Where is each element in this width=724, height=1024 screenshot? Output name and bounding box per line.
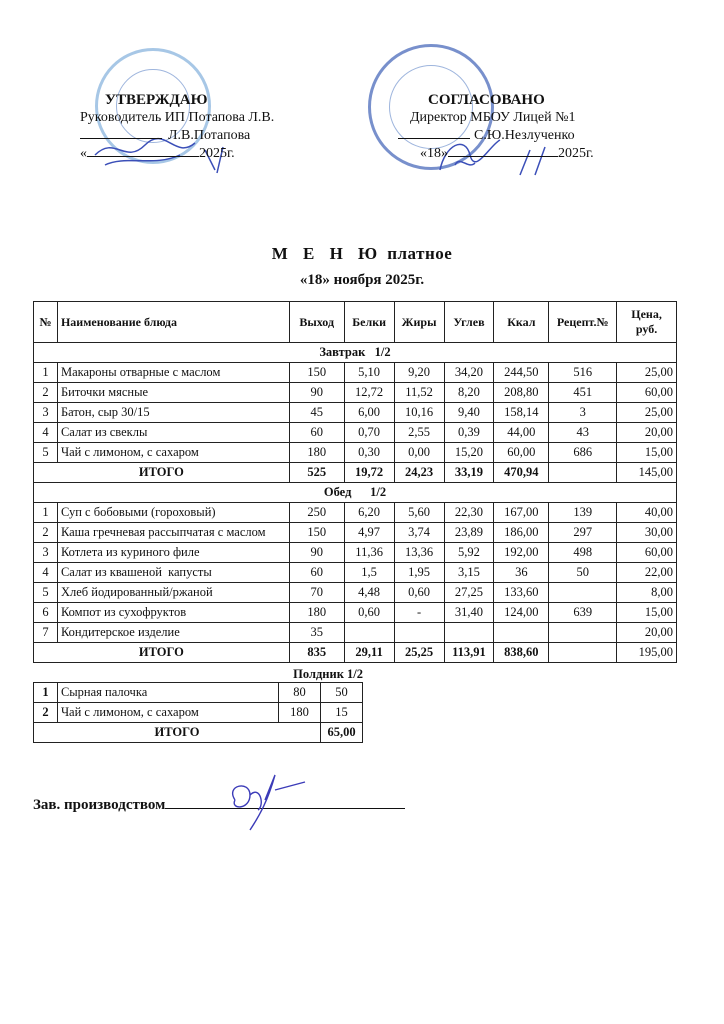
approval-signature-line [80,126,162,139]
row-number: 5 [34,583,58,603]
total-price: 65,00 [321,723,363,743]
agreement-name: С.Ю.Незлученко [474,128,575,143]
protein: 4,48 [344,583,394,603]
row-number: 2 [34,703,58,723]
recipe-number: 516 [549,363,617,383]
carbs: 3,15 [444,563,494,583]
agreement-date-prefix: «18» [420,146,448,161]
fat: 3,74 [394,523,444,543]
output: 45 [289,403,344,423]
output: 80 [279,683,321,703]
kcal: 192,00 [494,543,549,563]
protein: 0,60 [344,603,394,623]
dish-name: Хлеб йодированный/ржаной [57,583,289,603]
output: 150 [289,363,344,383]
col-kcal: Ккал [494,302,549,343]
table-row [34,603,677,623]
recipe-number: 686 [549,443,617,463]
fat [394,623,444,643]
dish-name: Чай с лимоном, с сахаром [57,443,289,463]
kcal: 60,00 [494,443,549,463]
dish-name: Котлета из куриного филе [57,543,289,563]
approval-date-prefix: « [80,146,87,161]
total-protein: 19,72 [344,463,394,483]
recipe-number: 50 [549,563,617,583]
dish-name: Компот из сухофруктов [57,603,289,623]
total-fat: 24,23 [394,463,444,483]
production-manager [33,797,405,814]
fat: 5,60 [394,503,444,523]
col-price: Цена, руб. [617,302,677,343]
recipe-number: 139 [549,503,617,523]
approval-block [80,92,330,162]
carbs: 23,89 [444,523,494,543]
recipe-number: 451 [549,383,617,403]
recipe-number: 297 [549,523,617,543]
row-number: 4 [34,423,58,443]
dish-name: Макароны отварные с маслом [57,363,289,383]
fat: 2,55 [394,423,444,443]
col-dish-name: Наименование блюда [57,302,289,343]
agreement-date-line [398,144,648,162]
agreement-position: Директор МБОУ Лицей №1 [410,110,576,125]
recipe-number: 43 [549,423,617,443]
dish-name: Суп с бобовыми (гороховый) [57,503,289,523]
row-number: 3 [34,403,58,423]
fat: 0,60 [394,583,444,603]
row-number: 6 [34,603,58,623]
col-recipe: Рецепт.№ [549,302,617,343]
dish-name: Каша гречневая рассыпчатая с маслом [57,523,289,543]
dish-name: Салат из квашеной капусты [57,563,289,583]
breakfast-total-row [34,463,677,483]
carbs [444,623,494,643]
protein: 6,00 [344,403,394,423]
fat: 11,52 [394,383,444,403]
row-number: 2 [34,383,58,403]
output: 70 [289,583,344,603]
row-number: 5 [34,443,58,463]
total-carbs: 113,91 [444,643,494,663]
menu-title-sub: платное [387,244,453,263]
menu-table [33,301,677,663]
total-recipe [549,463,617,483]
price: 20,00 [617,623,677,643]
kcal: 208,80 [494,383,549,403]
col-protein: Белки [344,302,394,343]
recipe-number: 3 [549,403,617,423]
col-output: Выход [289,302,344,343]
col-carbs: Углев [444,302,494,343]
output: 60 [289,563,344,583]
fat: 0,00 [394,443,444,463]
agreement-date-year: 2025г. [558,146,594,161]
fat: - [394,603,444,623]
approval-date-line-blank [87,144,199,157]
output: 250 [289,503,344,523]
col-fat: Жиры [394,302,444,343]
protein: 11,36 [344,543,394,563]
dish-name: Сырная палочка [57,683,278,703]
protein: 1,5 [344,563,394,583]
table-row [34,563,677,583]
carbs: 0,39 [444,423,494,443]
kcal: 124,00 [494,603,549,623]
dish-name: Кондитерское изделие [57,623,289,643]
breakfast-section-row [34,343,677,363]
row-number: 3 [34,543,58,563]
table-header [34,302,677,343]
protein: 0,70 [344,423,394,443]
table-row [34,403,677,423]
protein: 0,30 [344,443,394,463]
breakfast-section-title: Завтрак 1/2 [34,343,677,363]
agreement-name-line [398,126,648,144]
table-row [34,683,363,703]
output: 180 [279,703,321,723]
total-label: ИТОГО [34,723,321,743]
row-number: 2 [34,523,58,543]
total-protein: 29,11 [344,643,394,663]
carbs: 5,92 [444,543,494,563]
kcal: 44,00 [494,423,549,443]
dish-name: Чай с лимоном, с сахаром [57,703,278,723]
total-output: 525 [289,463,344,483]
recipe-number: 639 [549,603,617,623]
dish-name: Салат из свеклы [57,423,289,443]
table-row [34,363,677,383]
kcal [494,623,549,643]
carbs: 9,40 [444,403,494,423]
kcal: 158,14 [494,403,549,423]
menu-date: «18» ноября 2025г. [299,272,425,288]
lunch-total-row [34,643,677,663]
approval-position: Руководитель ИП Потапова Л.В. [80,110,275,125]
lunch-section-title: Обед 1/2 [34,483,677,503]
approval-date-year: 2025г. [199,146,235,161]
table-row [34,503,677,523]
agreement-signature-line [398,126,470,139]
table-row [34,523,677,543]
approval-name: Л.В.Потапова [168,128,251,143]
approval-name-line [80,126,330,144]
tables-area [33,301,677,743]
protein: 4,97 [344,523,394,543]
production-manager-label: Зав. производством [33,797,166,813]
lunch-section-row [34,483,677,503]
total-price: 195,00 [617,643,677,663]
price: 25,00 [617,363,677,383]
table-row [34,543,677,563]
col-number: № [34,302,58,343]
row-number: 1 [34,503,58,523]
price: 40,00 [617,503,677,523]
table-row [34,583,677,603]
output: 150 [289,523,344,543]
menu-title-main: М Е Н Ю [271,244,378,263]
total-carbs: 33,19 [444,463,494,483]
output: 180 [289,603,344,623]
recipe-number [549,583,617,603]
carbs: 8,20 [444,383,494,403]
fat: 10,16 [394,403,444,423]
protein: 6,20 [344,503,394,523]
fat: 9,20 [394,363,444,383]
row-number: 1 [34,683,58,703]
output: 60 [289,423,344,443]
row-number: 7 [34,623,58,643]
carbs: 15,20 [444,443,494,463]
agreement-date-line-blank [448,144,558,157]
recipe-number [549,623,617,643]
price: 15,00 [617,603,677,623]
kcal: 133,60 [494,583,549,603]
fat: 1,95 [394,563,444,583]
price: 25,00 [617,403,677,423]
price: 30,00 [617,523,677,543]
kcal: 186,00 [494,523,549,543]
kcal: 167,00 [494,503,549,523]
table-row [34,383,677,403]
agreement-block [398,92,648,162]
menu-title [0,244,724,264]
total-label: ИТОГО [34,463,290,483]
agreement-title: СОГЛАСОВАНО [428,92,545,108]
total-label: ИТОГО [34,643,290,663]
output: 180 [289,443,344,463]
signature-line [165,807,405,809]
protein [344,623,394,643]
output: 90 [289,383,344,403]
total-fat: 25,25 [394,643,444,663]
recipe-number: 498 [549,543,617,563]
total-kcal: 838,60 [494,643,549,663]
approval-title: УТВЕРЖДАЮ [105,92,208,108]
fat: 13,36 [394,543,444,563]
table-row [34,443,677,463]
price: 22,00 [617,563,677,583]
dish-name: Батон, сыр 30/15 [57,403,289,423]
carbs: 22,30 [444,503,494,523]
price: 60,00 [617,543,677,563]
total-recipe [549,643,617,663]
protein: 12,72 [344,383,394,403]
price: 8,00 [617,583,677,603]
table-row [34,623,677,643]
carbs: 27,25 [444,583,494,603]
row-number: 4 [34,563,58,583]
carbs: 31,40 [444,603,494,623]
kcal: 36 [494,563,549,583]
table-row [34,423,677,443]
output: 90 [289,543,344,563]
price: 20,00 [617,423,677,443]
price: 15 [321,703,363,723]
protein: 5,10 [344,363,394,383]
output: 35 [289,623,344,643]
price: 15,00 [617,443,677,463]
table-row [34,703,363,723]
total-price: 145,00 [617,463,677,483]
price: 50 [321,683,363,703]
snack-section-title: Полдник 1/2 [293,667,363,681]
snack-total-row [34,723,363,743]
carbs: 34,20 [444,363,494,383]
approval-date-line [80,144,330,162]
kcal: 244,50 [494,363,549,383]
total-output: 835 [289,643,344,663]
snack-table [33,682,363,743]
dish-name: Биточки мясные [57,383,289,403]
row-number: 1 [34,363,58,383]
total-kcal: 470,94 [494,463,549,483]
price: 60,00 [617,383,677,403]
